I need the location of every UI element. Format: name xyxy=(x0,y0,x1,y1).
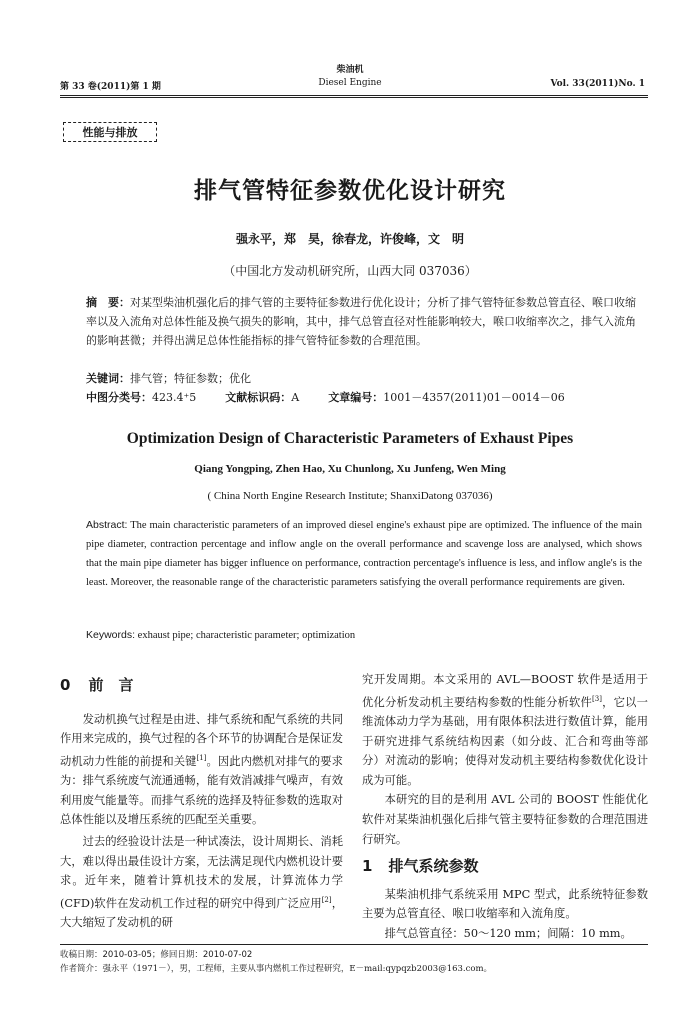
institution-en: ( China North Engine Research Institute; ShanxiDatong 037036) xyxy=(207,490,493,502)
abstract-en-text: The main characteristic parameters of an improved diesel engine's exhaust pipe are optimized. The influence of the main pipe diameter, contraction percentage and inflow angle on the overall performance and scavenge loss are analysed, which shows that the main pipe diameter has bigger influence on performance, contraction percentage's influence is less, and inflow angle's is the least. Moreover, the reasonable range of the characteristic parameters satisfying the overall performance requirements are given. xyxy=(86,520,643,588)
intro-p1-text: 发动机换气过程是由进、排气系统和配气系统的共同作用来完成的，换气过程的各个环节的协调配合是保证发动机动力性能的前提和关键 xyxy=(60,712,343,768)
section-0-heading xyxy=(60,676,343,696)
abstract-cn-text: 对某型柴油机强化后的排气管的主要特征参数进行优化设计；分析了排气管特征参数总管直径、喉口收缩率以及入流角对总体性能及换气损失的影响，其中，排气总管直径对性能影响较大，喉口收缩率次之，排气入流角的影响甚微；并得出满足总体性能指标的排气管特征参数的合理范围。 xyxy=(86,296,636,347)
intro-p1-tail: 。因此内燃机对排气的要求为：排气系统废气流通通畅，能有效消减排气噪声，有效利用废气能量等。而排气系统的选择及特征参数的选取对总体性能以及增压系统的匹配至关重要。 xyxy=(60,754,343,827)
right-p1-tail: ，它以一维流体动力学为基础，用有限体积法进行数值计算，能用于研究进排气系统结构因素（如分歧、汇合和弯曲等部分）对流动的影响；使得对发动机主要结构参数优化设计成为可能。 xyxy=(362,695,648,787)
keywords-en-text: exhaust pipe; characteristic parameter; optimization xyxy=(137,630,356,641)
journal-name-en: Diesel Engine xyxy=(318,78,382,88)
section-0-number: 0 xyxy=(60,676,71,694)
author-bio: 作者简介：强永平（1971－），男，工程师，主要从事内燃机工作过程研究，E－mail:qypqzb2003@163.com。 xyxy=(60,964,493,974)
authors-en: Qiang Yongping, Zhen Hao, Xu Chunlong, Xu Junfeng, Wen Ming xyxy=(194,463,506,475)
abstract-cn-label: 摘 要： xyxy=(86,296,130,309)
intro-p2-text: 过去的经验设计法是一种试凑法，设计周期长、消耗大，难以得出最佳设计方案，无法满足现代内燃机设计要求。近年来，随着计算机技术的发展，计算流体力学(CFD)软件在发动机工作过程的研究中得到广泛应用 xyxy=(60,834,343,910)
right-paragraph-2: 本研究的目的是利用 AVL 公司的 BOOST 性能优化软件对某柴油机强化后排气管主要特征参数的合理范围进行研究。 xyxy=(362,793,648,846)
section-1-heading xyxy=(362,857,648,877)
right-paragraph-3: 某柴油机排气系统采用 MPC 型式，此系统特征参数主要为总管直径、喉口收缩率和入流角度。 xyxy=(362,887,648,921)
paper-title-en: Optimization Design of Characteristic Parameters of Exhaust Pipes xyxy=(126,430,574,447)
header-volume-info-en: Vol. 33(2011)No. 1 xyxy=(550,79,645,89)
clc-value: 423.4⁺5 xyxy=(152,391,197,404)
citation-2: [2] xyxy=(321,895,332,904)
keywords-cn-text: 排气管；特征参数；优化 xyxy=(130,372,251,385)
footnotes xyxy=(60,948,648,976)
right-column xyxy=(362,670,648,943)
section-1-title: 排气系统参数 xyxy=(388,857,479,876)
abstract-cn xyxy=(86,293,642,350)
article-number-value: 1001－4357(2011)01－0014－06 xyxy=(383,391,565,404)
abstract-en-label: Abstract: xyxy=(86,519,128,531)
keywords-en-label: Keywords: xyxy=(86,629,136,641)
intro-p2-tail: ，大大缩短了发动机的研 xyxy=(60,896,343,930)
section-1-number: 1 xyxy=(362,857,373,876)
authors-cn: 强永平，郑 昊，徐春龙，许俊峰，文 明 xyxy=(235,232,464,246)
received-date: 收稿日期：2010-03-05；修回日期：2010-07-02 xyxy=(60,950,253,960)
header-rule xyxy=(60,95,648,96)
keywords-cn-label: 关键词： xyxy=(86,372,130,385)
right-paragraph-1 xyxy=(362,670,648,790)
intro-paragraph-1 xyxy=(60,710,343,830)
institution-cn: （中国北方发动机研究所，山西大同 037036） xyxy=(223,264,477,278)
left-column xyxy=(60,676,343,933)
right-p1-text: 究开发周期。本文采用的 AVL—BOOST 软件是适用于优化分析发动机主要结构参数的性能分析软件 xyxy=(362,673,648,709)
journal-name-cn: 柴油机 xyxy=(336,65,364,75)
keywords-cn xyxy=(86,369,642,388)
header-rule-2 xyxy=(60,97,648,98)
doc-code-label: 文献标识码： xyxy=(225,391,292,404)
clc-label: 中图分类号： xyxy=(86,391,152,404)
classification-line xyxy=(86,388,642,407)
header-volume-info: 第 33 卷(2011)第 1 期 xyxy=(60,82,161,92)
paper-title-cn: 排气管特征参数优化设计研究 xyxy=(194,177,506,204)
article-number-label: 文章编号： xyxy=(328,391,384,404)
abstract-en xyxy=(86,516,642,592)
intro-paragraph-2 xyxy=(60,832,343,933)
doc-code-value: A xyxy=(291,391,300,404)
section-tag: 性能与排放 xyxy=(63,122,157,142)
section-0-title: 前 言 xyxy=(88,676,134,694)
footnote-rule xyxy=(60,944,648,945)
citation-1: [1] xyxy=(196,753,207,762)
keywords-en xyxy=(86,629,642,641)
citation-3: [3] xyxy=(592,694,602,703)
right-paragraph-4: 排气总管直径：50～120 mm；间隔：10 mm。 xyxy=(384,926,632,940)
